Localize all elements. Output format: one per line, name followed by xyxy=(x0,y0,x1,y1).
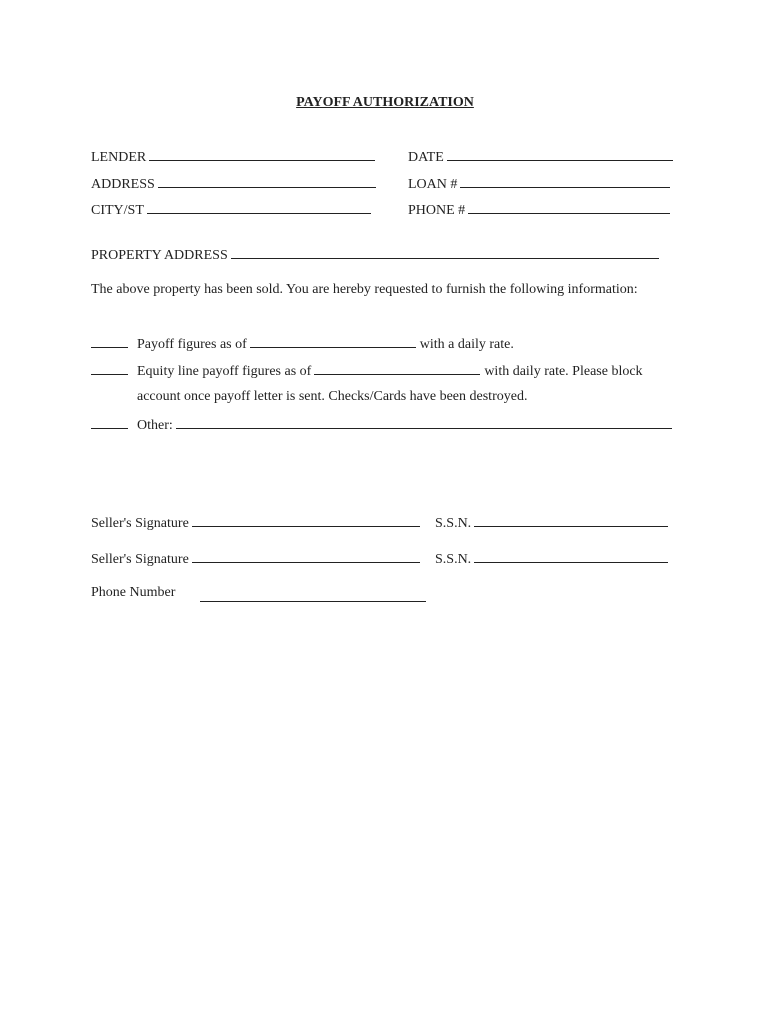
equity-prefix: Equity line payoff figures as of xyxy=(137,364,312,379)
date-label: DATE xyxy=(408,150,444,165)
payoff-option xyxy=(91,334,514,354)
seller-signature-1-label: Seller's Signature xyxy=(91,516,189,531)
loan-input-line[interactable] xyxy=(460,174,670,188)
phone-label: PHONE # xyxy=(408,203,466,218)
address-label: ADDRESS xyxy=(91,177,155,192)
ssn-1-field xyxy=(435,513,668,533)
loan-field xyxy=(408,174,670,194)
address-input-line[interactable] xyxy=(158,174,376,188)
loan-label: LOAN # xyxy=(408,177,458,192)
property-address-label: PROPERTY ADDRESS xyxy=(91,248,228,263)
city-st-input-line[interactable] xyxy=(147,200,371,214)
other-input-line[interactable] xyxy=(176,415,672,429)
payoff-suffix: with a daily rate. xyxy=(419,337,514,352)
payoff-prefix: Payoff figures as of xyxy=(137,337,247,352)
ssn-1-label: S.S.N. xyxy=(435,516,472,531)
date-input-line[interactable] xyxy=(447,147,673,161)
page-title: PAYOFF AUTHORIZATION xyxy=(296,95,474,110)
address-field xyxy=(91,174,376,194)
seller-signature-2-line[interactable] xyxy=(192,549,420,563)
ssn-2-field xyxy=(435,549,668,569)
payoff-date-line[interactable] xyxy=(250,334,416,348)
city-st-label: CITY/ST xyxy=(91,203,144,218)
ssn-2-line[interactable] xyxy=(474,549,668,563)
seller-signature-2-field xyxy=(91,549,420,569)
equity-option xyxy=(91,361,643,381)
lender-label: LENDER xyxy=(91,150,147,165)
phone-field xyxy=(408,200,670,220)
city-st-field xyxy=(91,200,371,220)
other-option xyxy=(91,415,672,435)
other-label: Other: xyxy=(137,418,173,433)
phone-number-field xyxy=(91,584,175,602)
other-check-line[interactable] xyxy=(91,415,128,429)
equity-date-line[interactable] xyxy=(314,361,480,375)
ssn-2-label: S.S.N. xyxy=(435,552,472,567)
lender-input-line[interactable] xyxy=(149,147,375,161)
payoff-check-line[interactable] xyxy=(91,334,128,348)
phone-number-line[interactable] xyxy=(200,588,426,602)
equity-continuation: account once payoff letter is sent. Checks/Cards have been destroyed. xyxy=(137,389,528,404)
equity-suffix: with daily rate. Please block xyxy=(484,364,643,379)
seller-signature-1-field xyxy=(91,513,420,533)
lender-field xyxy=(91,147,375,167)
phone-number-label: Phone Number xyxy=(91,585,176,600)
phone-input-line[interactable] xyxy=(468,200,670,214)
ssn-1-line[interactable] xyxy=(474,513,668,527)
date-field xyxy=(408,147,673,167)
equity-check-line[interactable] xyxy=(91,361,128,375)
property-address-input-line[interactable] xyxy=(231,245,659,259)
seller-signature-2-label: Seller's Signature xyxy=(91,552,189,567)
intro-paragraph: The above property has been sold. You are hereby requested to furnish the following information: xyxy=(91,282,638,297)
seller-signature-1-line[interactable] xyxy=(192,513,420,527)
property-address-field xyxy=(91,245,659,265)
